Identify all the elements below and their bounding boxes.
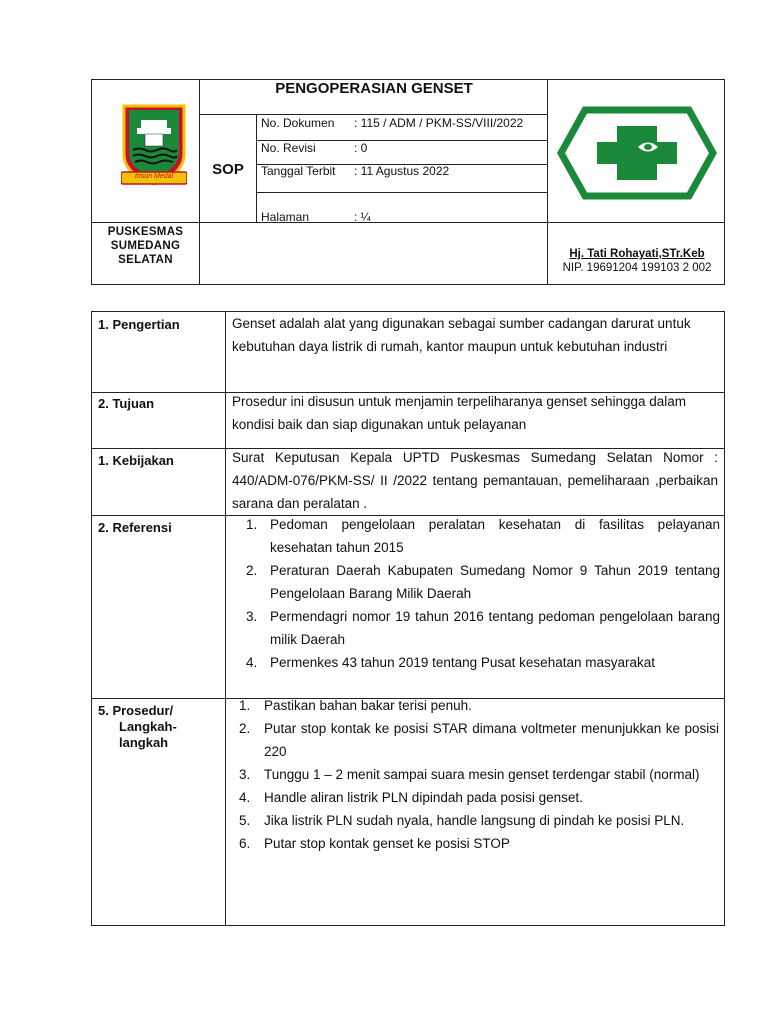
signer-name: Hj. Tati Rohayati,STr.Keb <box>569 248 705 260</box>
content-table <box>91 311 725 926</box>
section-text-kebijakan: Surat Keputusan Kepala UPTD Puskesmas Sumedang Selatan Nomor : 440/ADM-076/PKM-SS/ II /2022 tentang pemantauan, pemeliharaan ,perbaikan sarana dan peralatan . <box>232 450 718 511</box>
divider <box>92 222 724 223</box>
section-label-kebijakan: 1. Kebijakan <box>98 453 174 468</box>
org-line: PUSKESMAS <box>107 226 184 238</box>
section-label-tujuan: 2. Tujuan <box>98 396 155 411</box>
label-line: Langkah- <box>119 719 177 734</box>
item-text: Handle aliran listrik PLN dipindah pada posisi genset. <box>264 790 583 805</box>
revision-field <box>261 141 368 155</box>
list-item <box>227 809 719 832</box>
item-number: 5. <box>239 813 251 828</box>
page-field <box>261 210 371 224</box>
list-item <box>232 651 720 674</box>
org-line: SUMEDANG <box>110 240 181 252</box>
label-line: 5. Prosedur/ <box>98 703 174 718</box>
field-label: Tanggal Terbit <box>261 164 336 178</box>
item-text: Putar stop kontak genset ke posisi STOP <box>264 836 510 851</box>
item-text: Tunggu 1 – 2 menit sampai suara mesin genset terdengar stabil (normal) <box>264 767 700 782</box>
field-value: : 0 <box>354 141 368 155</box>
list-item <box>232 513 720 559</box>
item-number: 2. <box>239 721 251 736</box>
item-number: 4. <box>239 790 251 805</box>
section-label-referensi: 2. Referensi <box>98 520 172 535</box>
organization-name <box>92 225 199 267</box>
divider <box>256 192 547 193</box>
item-number: 4. <box>246 655 258 670</box>
field-value: : ¼ <box>354 210 371 224</box>
org-line: SELATAN <box>118 254 173 266</box>
item-number: 1. <box>246 517 258 532</box>
list-item <box>227 786 719 809</box>
item-text: Permendagri nomor 19 tahun 2016 tentang pedoman pengelolaan barang milik Daerah <box>270 609 720 647</box>
section-label-pengertian: 1. Pengertian <box>98 317 180 332</box>
doc-number-field <box>261 116 524 130</box>
field-label: No. Revisi <box>261 141 316 155</box>
item-text: Pedoman pengelolaan peralatan kesehatan di fasilitas pelayanan kesehatan tahun 2015 <box>270 517 720 555</box>
item-text: Pastikan bahan bakar terisi penuh. <box>264 698 472 713</box>
field-value: : 11 Agustus 2022 <box>354 164 450 178</box>
field-value: : 115 / ADM / PKM-SS/VIII/2022 <box>354 116 524 130</box>
item-number: 3. <box>246 609 258 624</box>
list-item <box>227 717 719 763</box>
list-item <box>232 605 720 651</box>
document-title: PENGOPERASIAN GENSET <box>275 80 473 97</box>
item-number: 3. <box>239 767 251 782</box>
item-number: 2. <box>246 563 258 578</box>
item-number: 1. <box>239 698 251 713</box>
sop-label: SOP <box>212 160 244 178</box>
field-label: Halaman <box>261 210 310 224</box>
item-text: Jika listrik PLN sudah nyala, handle langsung di pindah ke posisi PLN. <box>264 813 685 828</box>
section-text-pengertian: Genset adalah alat yang digunakan sebagai sumber cadangan darurat untuk kebutuhan daya listrik di rumah, kantor maupun untuk kebutuhan industri <box>232 316 691 354</box>
divider <box>199 114 547 115</box>
list-item <box>227 694 719 717</box>
issue-date-field <box>261 164 450 178</box>
list-item <box>227 763 719 786</box>
puskesmas-logo <box>556 98 718 208</box>
signer-nip: NIP. 19691204 199103 2 002 <box>562 262 712 274</box>
signer-block <box>548 247 726 275</box>
item-text: Peraturan Daerah Kabupaten Sumedang Nomor 9 Tahun 2019 tentang Pengelolaan Barang Milik Daerah <box>270 563 720 601</box>
list-item <box>227 832 719 855</box>
prosedur-list <box>227 694 719 855</box>
header-table <box>91 79 725 285</box>
left-logo-motto: Insun Medal <box>134 173 174 180</box>
divider <box>225 312 226 925</box>
section-label-prosedur <box>98 703 177 751</box>
section-text-tujuan: Prosedur ini disusun untuk menjamin terpeliharanya genset sehingga dalam kondisi baik dan siap digunakan untuk pelayanan <box>232 394 687 432</box>
referensi-list <box>232 513 720 674</box>
item-text: Permenkes 43 tahun 2019 tentang Pusat kesehatan masyarakat <box>270 655 656 670</box>
field-label: No. Dokumen <box>261 116 335 130</box>
divider <box>256 114 257 222</box>
list-item <box>232 559 720 605</box>
item-text: Putar stop kontak ke posisi STAR dimana voltmeter menunjukkan ke posisi 220 <box>264 721 719 759</box>
item-number: 6. <box>239 836 251 851</box>
label-line: langkah <box>119 735 169 750</box>
